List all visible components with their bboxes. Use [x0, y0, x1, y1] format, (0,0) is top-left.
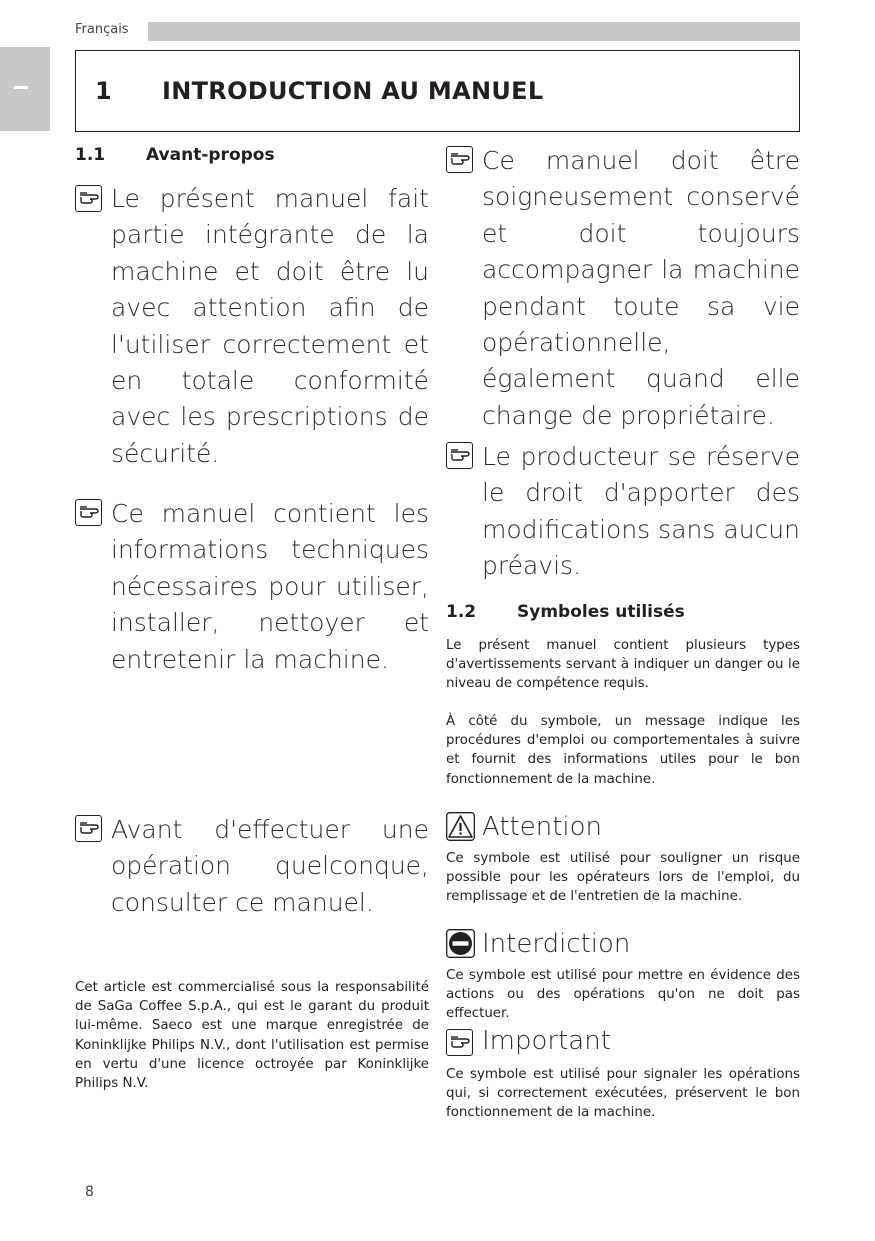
manual-content-paragraph: Ce manuel contient les informations techniques nécessaires pour utiliser, installer, nettoyer et entretenir la machine.: [111, 499, 429, 674]
consult-manual-paragraph: Avant d'effectuer une opération quelconque, consulter ce manuel.: [111, 815, 429, 917]
no-entry-icon: [446, 929, 475, 958]
header-bar: [148, 22, 800, 41]
symbol-title: Attention: [482, 812, 602, 842]
chapter-title: INTRODUCTION AU MANUEL: [162, 77, 544, 105]
warning-triangle-icon: [446, 812, 475, 841]
page-number: 8: [85, 1184, 94, 1200]
side-tab: [0, 47, 50, 131]
section-title: Avant-propos: [146, 145, 275, 165]
symbol-description: Ce symbole est utilisé pour signaler les opérations qui, si correctement exécutées, préservent le bon fonctionnement de la machine.: [446, 1067, 800, 1121]
section-number: 1.2: [446, 602, 477, 622]
pointing-hand-icon: [446, 146, 473, 173]
legal-note: Cet article est commercialisé sous la responsabilité de SaGa Coffee S.p.A., qui est le garant du produit lui-même. Saeco est une marque enregistrée de Koninklijke Philips N.V., dont l'utilisation est permise en vertu d'une licence octroyée par Koninklijke Philips N.V.: [75, 980, 429, 1092]
pointing-hand-icon: [446, 1029, 473, 1056]
symbol-title: Interdiction: [482, 929, 631, 959]
symbols-intro-paragraph: Le présent manuel contient plusieurs types d'avertissements servant à indiquer un danger ou le niveau de compétence requis.: [446, 638, 800, 692]
pointing-hand-icon: [75, 499, 102, 526]
symbol-description: Ce symbole est utilisé pour mettre en évidence des actions ou des opérations qu'on ne doit pas effectuer.: [446, 968, 800, 1022]
pointing-hand-icon: [75, 185, 102, 212]
section-title: Symboles utilisés: [517, 602, 685, 622]
section-number: 1.1: [75, 145, 106, 165]
chapter-number: 1: [95, 77, 112, 105]
symbols-description-paragraph: À côté du symbole, un message indique les procédures d'emploi ou comportementales à suivre et fournit des informations utiles pour le bon fonctionnement de la machine.: [446, 714, 800, 787]
side-tab-marker: [14, 86, 28, 89]
conservation-paragraph: Ce manuel doit être soigneusement conservé et doit toujours accompagner la machine pendant toute sa vie opérationnelle, également quand elle change de propriétaire.: [482, 146, 800, 430]
pointing-hand-icon: [75, 815, 102, 842]
foreword-paragraph: Le présent manuel fait partie intégrante de la machine et doit être lu avec attention afin de l'utiliser correctement et en totale conformité avec les prescriptions de sécurité.: [111, 184, 429, 468]
modifications-paragraph: Le producteur se réserve le droit d'apporter des modifications sans aucun préavis.: [482, 442, 800, 581]
language-label: Français: [75, 22, 129, 37]
pointing-hand-icon: [446, 442, 473, 469]
symbol-description: Ce symbole est utilisé pour souligner un risque possible pour les opérateurs lors de l'emploi, du remplissage et de l'entretien de la machine.: [446, 851, 800, 905]
symbol-title: Important: [482, 1026, 611, 1056]
